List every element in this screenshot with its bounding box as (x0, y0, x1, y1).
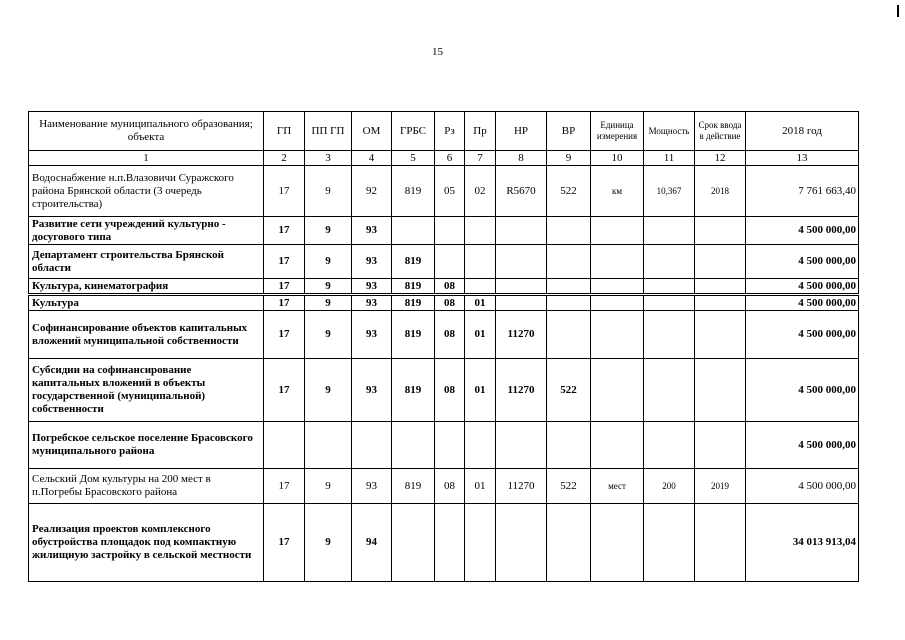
table-row (29, 422, 859, 469)
cell-name: Погребское сельское поселение Брасовского муниципального района (29, 422, 264, 469)
cell-ppgp: 9 (305, 504, 352, 582)
header-grbs: ГРБС (392, 112, 435, 151)
cell-amount: 4 500 000,00 (746, 311, 859, 359)
cell-power (644, 279, 695, 295)
header-power: Мощность (644, 112, 695, 151)
header-unit: Единица измерения (591, 112, 644, 151)
column-number: 1 (29, 151, 264, 166)
cell-vr (547, 311, 591, 359)
header-gp: ГП (264, 112, 305, 151)
cell-gp: 17 (264, 359, 305, 422)
cell-pr: 01 (465, 359, 496, 422)
cell-term (695, 359, 746, 422)
cell-pr (465, 422, 496, 469)
cell-name: Водоснабжение н.п.Влазовичи Суражского района Брянской области (3 очередь строительства) (29, 166, 264, 217)
page-edge-mark (897, 5, 899, 17)
cell-power: 10,367 (644, 166, 695, 217)
table-body (29, 166, 859, 582)
column-number: 13 (746, 151, 859, 166)
cell-amount: 7 761 663,40 (746, 166, 859, 217)
cell-nr: 11270 (496, 311, 547, 359)
cell-unit (591, 295, 644, 311)
table-row (29, 359, 859, 422)
table-row (29, 504, 859, 582)
cell-nr (496, 245, 547, 279)
table-row (29, 295, 859, 311)
cell-grbs: 819 (392, 311, 435, 359)
header-term: Срок ввода в действие (695, 112, 746, 151)
cell-power: 200 (644, 469, 695, 504)
cell-grbs: 819 (392, 245, 435, 279)
cell-vr: 522 (547, 469, 591, 504)
budget-table (28, 111, 859, 582)
cell-power (644, 359, 695, 422)
cell-unit (591, 217, 644, 245)
cell-nr: 11270 (496, 469, 547, 504)
cell-ppgp: 9 (305, 245, 352, 279)
table-row (29, 245, 859, 279)
cell-term (695, 311, 746, 359)
cell-om: 92 (352, 166, 392, 217)
cell-grbs (392, 217, 435, 245)
column-number-row (29, 151, 859, 166)
cell-om: 93 (352, 359, 392, 422)
cell-amount: 4 500 000,00 (746, 469, 859, 504)
cell-unit (591, 422, 644, 469)
header-ppgp: ПП ГП (305, 112, 352, 151)
cell-amount: 4 500 000,00 (746, 279, 859, 295)
cell-pr: 02 (465, 166, 496, 217)
header-vr: ВР (547, 112, 591, 151)
cell-om: 93 (352, 295, 392, 311)
cell-amount: 4 500 000,00 (746, 217, 859, 245)
cell-power (644, 217, 695, 245)
cell-term (695, 279, 746, 295)
cell-amount: 4 500 000,00 (746, 422, 859, 469)
cell-name: Реализация проектов комплексного обустройства площадок под компактную жилищную застройку в сельской местности (29, 504, 264, 582)
cell-grbs (392, 422, 435, 469)
cell-grbs (392, 504, 435, 582)
column-number: 3 (305, 151, 352, 166)
cell-term (695, 504, 746, 582)
column-number: 9 (547, 151, 591, 166)
cell-unit (591, 359, 644, 422)
header-rz: Рз (435, 112, 465, 151)
column-number: 6 (435, 151, 465, 166)
cell-grbs: 819 (392, 359, 435, 422)
column-number: 11 (644, 151, 695, 166)
cell-grbs: 819 (392, 279, 435, 295)
cell-name: Культура, кинематография (29, 279, 264, 295)
header-pr: Пр (465, 112, 496, 151)
cell-pr: 01 (465, 311, 496, 359)
cell-gp (264, 422, 305, 469)
cell-term (695, 245, 746, 279)
cell-name: Субсидии на софинансирование капитальных вложений в объекты государственной (муниципальной) собственности (29, 359, 264, 422)
cell-om (352, 422, 392, 469)
cell-grbs: 819 (392, 295, 435, 311)
cell-om: 93 (352, 279, 392, 295)
cell-term (695, 217, 746, 245)
cell-vr (547, 279, 591, 295)
cell-amount: 4 500 000,00 (746, 245, 859, 279)
cell-term: 2018 (695, 166, 746, 217)
cell-nr (496, 295, 547, 311)
cell-ppgp: 9 (305, 217, 352, 245)
cell-rz: 08 (435, 469, 465, 504)
header-nr: НР (496, 112, 547, 151)
cell-power (644, 311, 695, 359)
cell-nr (496, 279, 547, 295)
cell-om: 93 (352, 311, 392, 359)
cell-gp: 17 (264, 279, 305, 295)
cell-power (644, 504, 695, 582)
cell-vr (547, 245, 591, 279)
cell-term: 2019 (695, 469, 746, 504)
header-year: 2018 год (746, 112, 859, 151)
column-number: 7 (465, 151, 496, 166)
column-number: 8 (496, 151, 547, 166)
table-row (29, 311, 859, 359)
cell-amount: 4 500 000,00 (746, 295, 859, 311)
cell-power (644, 295, 695, 311)
cell-vr: 522 (547, 166, 591, 217)
cell-amount: 4 500 000,00 (746, 359, 859, 422)
column-number: 5 (392, 151, 435, 166)
cell-unit: мест (591, 469, 644, 504)
cell-power (644, 422, 695, 469)
cell-gp: 17 (264, 166, 305, 217)
cell-name: Софинансирование объектов капитальных вложений муниципальной собственности (29, 311, 264, 359)
cell-amount: 34 013 913,04 (746, 504, 859, 582)
cell-power (644, 245, 695, 279)
cell-rz: 05 (435, 166, 465, 217)
cell-gp: 17 (264, 217, 305, 245)
cell-ppgp: 9 (305, 311, 352, 359)
cell-unit (591, 311, 644, 359)
cell-vr (547, 422, 591, 469)
cell-grbs: 819 (392, 469, 435, 504)
cell-vr (547, 217, 591, 245)
cell-gp: 17 (264, 295, 305, 311)
cell-ppgp: 9 (305, 469, 352, 504)
cell-nr (496, 504, 547, 582)
cell-ppgp: 9 (305, 166, 352, 217)
cell-nr: R5670 (496, 166, 547, 217)
cell-unit: км (591, 166, 644, 217)
cell-name: Департамент строительства Брянской области (29, 245, 264, 279)
column-number: 2 (264, 151, 305, 166)
cell-gp: 17 (264, 504, 305, 582)
cell-pr: 01 (465, 295, 496, 311)
cell-pr (465, 279, 496, 295)
cell-pr (465, 245, 496, 279)
cell-nr (496, 217, 547, 245)
cell-vr (547, 504, 591, 582)
table-row (29, 469, 859, 504)
column-number: 10 (591, 151, 644, 166)
column-number: 12 (695, 151, 746, 166)
cell-term (695, 295, 746, 311)
cell-ppgp (305, 422, 352, 469)
cell-rz: 08 (435, 311, 465, 359)
table-row (29, 279, 859, 295)
cell-gp: 17 (264, 469, 305, 504)
page-number: 15 (432, 46, 443, 58)
cell-unit (591, 504, 644, 582)
cell-name: Развитие сети учреждений культурно - досугового типа (29, 217, 264, 245)
cell-nr (496, 422, 547, 469)
cell-om: 94 (352, 504, 392, 582)
cell-pr: 01 (465, 469, 496, 504)
cell-unit (591, 245, 644, 279)
cell-vr (547, 295, 591, 311)
cell-rz: 08 (435, 295, 465, 311)
cell-rz (435, 504, 465, 582)
cell-gp: 17 (264, 311, 305, 359)
cell-grbs: 819 (392, 166, 435, 217)
cell-rz (435, 245, 465, 279)
cell-ppgp: 9 (305, 359, 352, 422)
cell-pr (465, 504, 496, 582)
cell-om: 93 (352, 469, 392, 504)
cell-rz (435, 217, 465, 245)
cell-vr: 522 (547, 359, 591, 422)
cell-rz: 08 (435, 279, 465, 295)
cell-om: 93 (352, 217, 392, 245)
cell-ppgp: 9 (305, 279, 352, 295)
column-number: 4 (352, 151, 392, 166)
cell-gp: 17 (264, 245, 305, 279)
header-name: Наименование муниципального образования; объекта (29, 112, 264, 151)
header-row (29, 112, 859, 151)
table-row (29, 217, 859, 245)
cell-rz (435, 422, 465, 469)
cell-om: 93 (352, 245, 392, 279)
cell-unit (591, 279, 644, 295)
cell-nr: 11270 (496, 359, 547, 422)
cell-pr (465, 217, 496, 245)
table-row (29, 166, 859, 217)
cell-term (695, 422, 746, 469)
cell-name: Культура (29, 295, 264, 311)
header-om: ОМ (352, 112, 392, 151)
cell-ppgp: 9 (305, 295, 352, 311)
cell-name: Сельский Дом культуры на 200 мест в п.Погребы Брасовского района (29, 469, 264, 504)
cell-rz: 08 (435, 359, 465, 422)
